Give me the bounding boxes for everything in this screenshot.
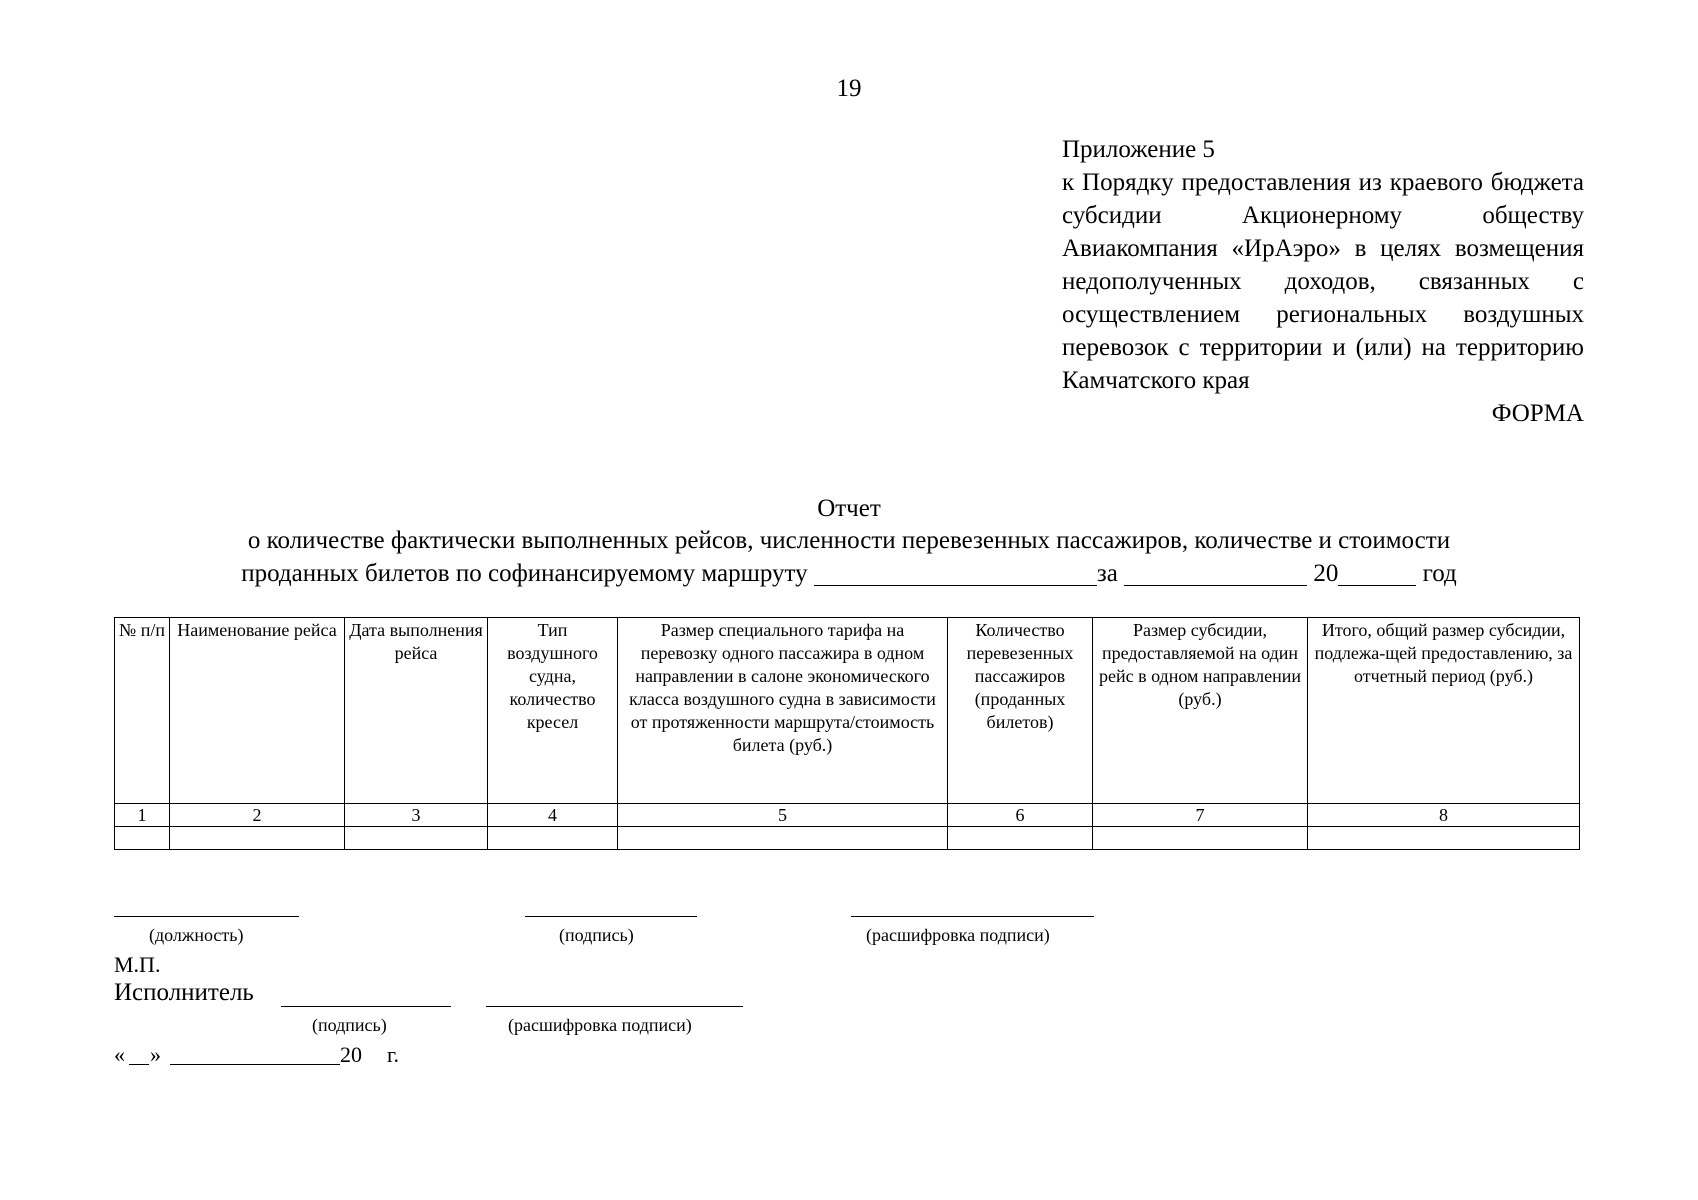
date-year-prefix: 20 xyxy=(340,1042,362,1067)
column-number-cell: 7 xyxy=(1093,804,1308,827)
empty-cell xyxy=(115,827,170,850)
column-number-cell: 8 xyxy=(1308,804,1580,827)
report-route-text: проданных билетов по софинансируемому маршруту xyxy=(241,560,808,587)
appendix-block xyxy=(1062,133,1584,430)
report-year-text: год xyxy=(1422,560,1457,587)
report-heading xyxy=(140,524,1558,590)
executor-decoding-line xyxy=(486,1006,743,1007)
header-cell: Наименование рейса xyxy=(170,618,345,804)
date-close-quote: » xyxy=(150,1042,161,1067)
table-header-row xyxy=(115,618,1580,804)
appendix-title: Приложение 5 xyxy=(1062,136,1215,163)
empty-cell xyxy=(1093,827,1308,850)
date-day-line xyxy=(129,1064,149,1065)
date-year-suffix: г. xyxy=(387,1042,400,1067)
column-number-cell: 4 xyxy=(488,804,618,827)
decoding-caption: (расшифровка подписи) xyxy=(866,925,1050,945)
page-number: 19 xyxy=(836,75,862,102)
date-month-line xyxy=(170,1064,340,1065)
column-number-cell: 1 xyxy=(115,804,170,827)
signature-line xyxy=(525,916,697,917)
route-blank xyxy=(814,561,1097,586)
form-label: ФОРМА xyxy=(1491,400,1584,427)
position-line xyxy=(114,916,299,917)
empty-cell xyxy=(948,827,1093,850)
column-number-cell: 6 xyxy=(948,804,1093,827)
header-cell: Дата выполнения рейса xyxy=(345,618,488,804)
report-subtitle-line2 xyxy=(140,557,1558,590)
decoding-line xyxy=(851,916,1094,917)
stamp-label: М.П. xyxy=(114,952,161,977)
header-cell: Тип воздушного судна, количество кресел xyxy=(488,618,618,804)
column-number-cell: 5 xyxy=(618,804,948,827)
empty-cell xyxy=(488,827,618,850)
empty-cell xyxy=(1308,827,1580,850)
header-cell: Размер субсидии, предоставляемой на один рейс в одном направлении (руб.) xyxy=(1093,618,1308,804)
column-number-row xyxy=(115,804,1580,827)
header-cell: Размер специального тарифа на перевозку одного пассажира в одном направлении в салоне экономического класса воздушного судна в зависимости от протяженности маршрута/стоимость билета (руб.) xyxy=(618,618,948,804)
year-blank xyxy=(1338,561,1416,586)
report-title: Отчет xyxy=(817,495,881,522)
header-cell: № п/п xyxy=(115,618,170,804)
empty-cell xyxy=(618,827,948,850)
signature-caption: (подпись) xyxy=(559,925,634,945)
date-open-quote: « xyxy=(114,1042,125,1067)
empty-data-row xyxy=(115,827,1580,850)
report-for-text: за xyxy=(1096,560,1118,587)
empty-cell xyxy=(345,827,488,850)
empty-cell xyxy=(170,827,345,850)
executor-label: Исполнитель xyxy=(114,979,254,1006)
column-number-cell: 3 xyxy=(345,804,488,827)
executor-decoding-caption: (расшифровка подписи) xyxy=(508,1015,692,1035)
header-cell: Количество перевезенных пассажиров (проданных билетов) xyxy=(948,618,1093,804)
period-blank xyxy=(1124,561,1307,586)
executor-signature-caption: (подпись) xyxy=(312,1015,387,1035)
appendix-text: к Порядку предоставления из краевого бюджета субсидии Акционерному обществу Авиакомпания «ИрАэро» в целях возмещения недополученных доходов, связанных с осуществлением региональных воздушных перевозок с территории и (или) на территорию Камчатского края xyxy=(1062,169,1584,394)
report-subtitle-line1: о количестве фактически выполненных рейсов, численности перевезенных пассажиров, количестве и стоимости xyxy=(247,527,1451,554)
header-cell: Итого, общий размер субсидии, подлежа-щей предоставлению, за отчетный период (руб.) xyxy=(1308,618,1580,804)
column-number-cell: 2 xyxy=(170,804,345,827)
report-year-prefix: 20 xyxy=(1313,560,1339,587)
report-table xyxy=(114,617,1580,850)
position-caption: (должность) xyxy=(149,925,244,945)
executor-signature-line xyxy=(281,1006,451,1007)
